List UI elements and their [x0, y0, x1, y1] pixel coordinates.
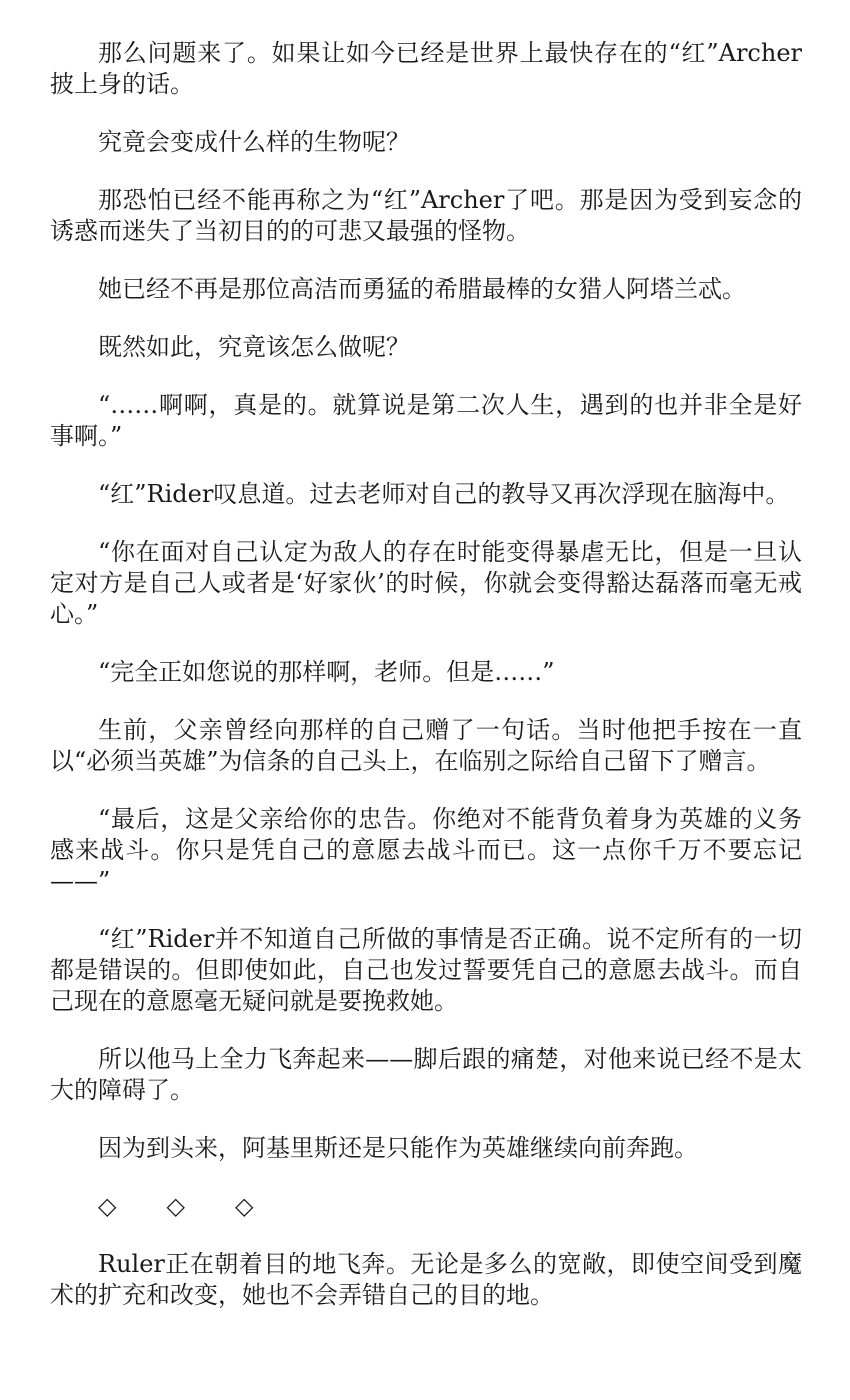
section-separator	[50, 1191, 802, 1222]
paragraph-12: “红”Rider并不知道自己所做的事情是否正确。说不定所有的一切都是错误的。但即使如此，自己也发过誓要凭自己的意愿去战斗。而自己现在的意愿毫无疑问就是要挽救她。	[50, 925, 802, 1015]
closing-paragraph: Ruler正在朝着目的地飞奔。无论是多么的宽敞，即使空间受到魔术的扩充和改变，她也不会弄错自己的目的地。	[50, 1250, 802, 1309]
paragraph-2: 究竟会变成什么样的生物呢？	[98, 128, 410, 156]
paragraph-4: 她已经不再是那位高洁而勇猛的希腊最棒的女猎人阿塔兰忒。	[98, 275, 746, 303]
paragraph-11: “最后，这是父亲给你的忠告。你绝对不能背负着身为英雄的义务感来战斗。你只是凭自己的意愿去战斗而已。这一点你千万不要忘记——”	[50, 805, 802, 895]
paragraph-14: 因为到头来，阿基里斯还是只能作为英雄继续向前奔跑。	[98, 1134, 698, 1162]
diamond-glyph: ◇	[234, 1192, 254, 1220]
paragraph-13: 所以他马上全力飞奔起来——脚后跟的痛楚，对他来说已经不是太大的障碍了。	[50, 1045, 802, 1104]
paragraph-10: 生前，父亲曾经向那样的自己赠了一句话。当时他把手按在一直以“必须当英雄”为信条的自己头上，在临别之际给自己留下了赠言。	[50, 716, 802, 775]
paragraph-9: “完全正如您说的那样啊，老师。但是……”	[98, 658, 555, 686]
paragraph-7: “红”Rider叹息道。过去老师对自己的教导又再次浮现在脑海中。	[98, 480, 790, 508]
diamond-glyph: ◇	[98, 1192, 117, 1220]
paragraph-3: 那恐怕已经不能再称之为“红”Archer了吧。那是因为受到妄念的诱惑而迷失了当初目的的可悲又最强的怪物。	[50, 186, 802, 245]
diamond-glyph: ◇	[166, 1192, 185, 1220]
paragraph-1: 那么问题来了。如果让如今已经是世界上最快存在的“红”Archer披上身的话。	[50, 39, 802, 98]
paragraph-6: “……啊啊，真是的。就算说是第二次人生，遇到的也并非全是好事啊。”	[50, 391, 802, 450]
paragraph-5: 既然如此，究竟该怎么做呢？	[98, 333, 410, 361]
paragraph-8: “你在面对自己认定为敌人的存在时能变得暴虐无比，但是一旦认定对方是自己人或者是‘好家伙’的时候，你就会变得豁达磊落而毫无戒心。”	[50, 538, 802, 628]
